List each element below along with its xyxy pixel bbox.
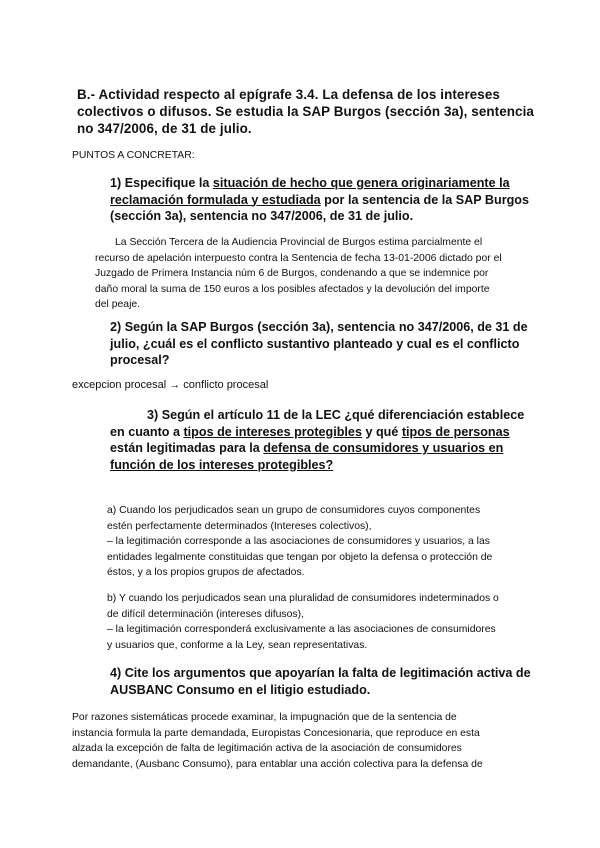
a3b-line-2: de difícil determinación (intereses difusos), bbox=[107, 608, 304, 620]
q2-line-2: julio, ¿cuál es el conflicto sustantivo planteado y cual es el conflicto bbox=[110, 336, 520, 351]
answer-3b bbox=[107, 591, 499, 653]
q3-line-1: 3) Según el artículo 11 de la LEC ¿qué diferenciación establece bbox=[147, 408, 525, 422]
q3-l3-prefix: están legitimadas para la bbox=[110, 441, 264, 455]
q3-l2-prefix: en cuanto a bbox=[110, 424, 184, 439]
a1-line-1: La Sección Tercera de la Audiencia Provincial de Burgos estima parcialmente el bbox=[115, 237, 483, 248]
section-heading bbox=[77, 86, 534, 137]
q2-line-3: procesal? bbox=[110, 353, 170, 367]
q3-line-2 bbox=[110, 424, 524, 441]
q1-line-3: (sección 3a), sentencia no 347/2006, de 31 de julio. bbox=[110, 209, 414, 223]
q4-line-1: 4) Cite los argumentos que apoyarían la falta de legitimación activa de bbox=[110, 666, 531, 680]
question-4 bbox=[110, 665, 531, 698]
heading-line-1: B.- Actividad respecto al epígrafe 3.4. La defensa de los intereses bbox=[77, 87, 500, 102]
a1-line-5: del peaje. bbox=[95, 299, 141, 310]
puntos-label: PUNTOS A CONCRETAR: bbox=[72, 150, 195, 161]
answer-2: excepcion procesal → conflicto procesal bbox=[72, 379, 269, 391]
answer-1 bbox=[95, 235, 502, 313]
q3-l2-underlined-2: tipos de personas bbox=[401, 424, 510, 439]
a3a-line-5: éstos, y a los propios grupos de afectados. bbox=[107, 567, 305, 578]
question-2 bbox=[110, 319, 528, 369]
heading-line-3: no 347/2006, de 31 de julio. bbox=[77, 121, 252, 136]
q3-l2-underlined-1: tipos de intereses protegibles bbox=[183, 424, 362, 439]
q3-line-3 bbox=[110, 440, 524, 457]
q3-line-4: función de los intereses protegibles? bbox=[110, 457, 334, 472]
q1-line-1 bbox=[110, 175, 529, 192]
a4-line-4: demandante, (Ausbanc Consumo), para entablar una acción colectiva para la defensa de bbox=[72, 758, 483, 770]
a3a-line-2: estén perfectamente determinados (Intereses colectivos), bbox=[107, 520, 372, 532]
a1-line-4: daño moral la suma de 150 euros a los posibles afectados y la devolución del importe bbox=[95, 283, 490, 295]
a3a-line-3: – la legitimación corresponde a las asociaciones de consumidores y usuarios, a las bbox=[107, 536, 490, 547]
heading-line-2: colectivos o difusos. Se estudia la SAP Burgos (sección 3a), sentencia bbox=[77, 104, 534, 119]
q4-line-2: AUSBANC Consumo en el litigio estudiado. bbox=[110, 682, 371, 697]
question-3 bbox=[110, 407, 524, 473]
q1-line-2 bbox=[110, 192, 529, 209]
a1-line-3: Juzgado de Primera Instancia núm 6 de Burgos, condenando a que se indemnice por bbox=[95, 268, 489, 279]
a1-line-2: recurso de apelación interpuesto contra la Sentencia de fecha 13-01-2006 dictado por el bbox=[95, 252, 502, 264]
answer-4 bbox=[72, 710, 483, 772]
q1-underlined-2: reclamación formulada y estudiada bbox=[110, 192, 321, 207]
a3b-line-3: – la legitimación corresponderá exclusivamente a las asociaciones de consumidores bbox=[107, 624, 496, 635]
a4-line-1: Por razones sistemáticas procede examinar, la impugnación que de la sentencia de bbox=[72, 712, 457, 723]
q1-underlined-1: situación de hecho que genera originariamente la bbox=[212, 176, 510, 190]
q2-line-1: 2) Según la SAP Burgos (sección 3a), sentencia no 347/2006, de 31 de bbox=[110, 320, 528, 334]
a3a-line-1: a) Cuando los perjudicados sean un grupo de consumidores cuyos componentes bbox=[107, 505, 481, 516]
a4-line-3: alzada la excepción de falta de legitimación activa de la asociación de consumidores bbox=[72, 743, 462, 754]
q3-l2-mid: y qué bbox=[361, 424, 402, 439]
question-1 bbox=[110, 175, 529, 225]
q1-suffix: por la sentencia de la SAP Burgos bbox=[320, 192, 529, 207]
a3b-line-1: b) Y cuando los perjudicados sean una pluralidad de consumidores indeterminados o bbox=[107, 593, 499, 604]
a3b-line-4: y usuarios que, conforme a la Ley, sean representativas. bbox=[107, 639, 368, 651]
q3-l3-underlined: defensa de consumidores y usuarios en bbox=[263, 441, 504, 455]
a3a-line-4: entidades legalmente constituidas que tengan por objeto la defensa o protección de bbox=[107, 551, 493, 563]
answer-3a bbox=[107, 503, 492, 581]
a4-line-2: instancia formula la parte demandada, Europistas Concesionaria, que reproduce en esta bbox=[72, 727, 480, 739]
q1-prefix: 1) Especifique la bbox=[110, 176, 213, 190]
